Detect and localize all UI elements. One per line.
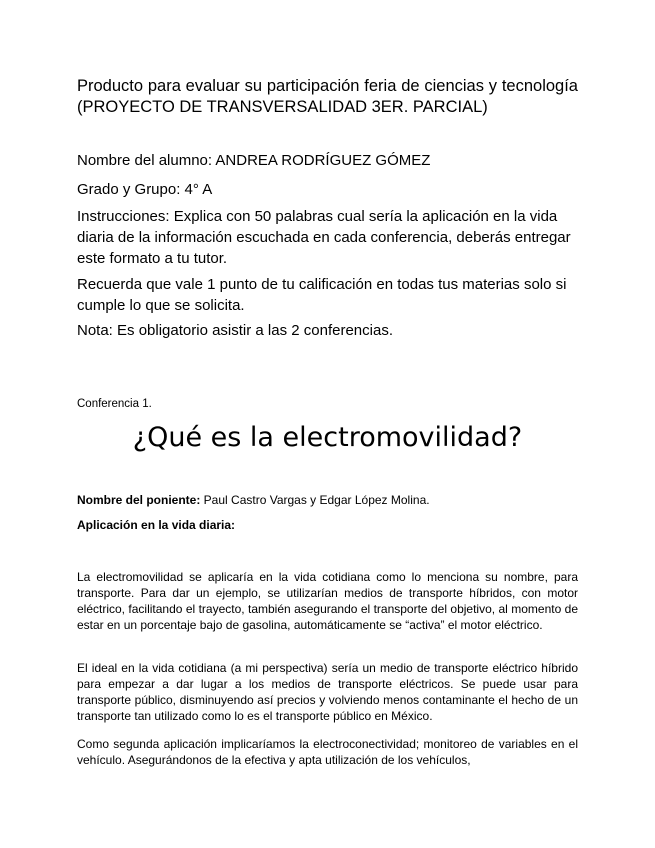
grade-group: Grado y Grupo: 4° A [77, 181, 213, 198]
conference-title: ¿Qué es la electromovilidad? [132, 422, 523, 453]
document-title: Producto para evaluar su participación feria de ciencias y tecnología (PROYECTO DE TRANSVERSALIDAD 3ER. PARCIAL) [77, 77, 578, 116]
note-text: Nota: Es obligatorio asistir a las 2 conferencias. [77, 322, 393, 339]
body-paragraph: Como segunda aplicación implicaríamos la electroconectividad; monitoreo de variables en el vehículo. Asegurándonos de la efectiva y apta utilización de los vehículos, [77, 737, 578, 767]
student-name: Nombre del alumno: ANDREA RODRÍGUEZ GÓMEZ [77, 152, 431, 169]
speaker-names: Paul Castro Vargas y Edgar López Molina. [200, 493, 430, 507]
reminder-text: Recuerda que vale 1 punto de tu calificación en todas tus materias solo si cumple lo que se solicita. [77, 276, 567, 314]
body-paragraph: La electromovilidad se aplicaría en la vida cotidiana como lo menciona su nombre, para transporte. Para dar un ejemplo, se utilizarían medios de transporte híbridos, con motor eléctrico, facilitando el trayecto, también asegurando el transporte del objetivo, al momento de estar en un porcentaje bajo de gasolina, automáticamente se “activa” el motor eléctrico. [77, 570, 578, 632]
speaker-label: Nombre del poniente: [77, 493, 201, 507]
body-paragraph: El ideal en la vida cotidiana (a mi perspectiva) sería un medio de transporte eléctrico híbrido para empezar a dar lugar a los medios de transporte eléctricos. Se puede usar para transporte público, disminuyendo así precios y volviendo menos contaminante el hecho de un transporte tan utilizado como lo es el transporte público en México. [77, 661, 578, 723]
instructions-text: Instrucciones: Explica con 50 palabras cual sería la aplicación en la vida diaria de la información escuchada en cada conferencia, deberás entregar este formato a tu tutor. [77, 208, 571, 267]
application-heading: Aplicación en la vida diaria: [77, 518, 236, 532]
conference-label: Conferencia 1. [77, 398, 152, 410]
speaker-line [77, 492, 578, 508]
